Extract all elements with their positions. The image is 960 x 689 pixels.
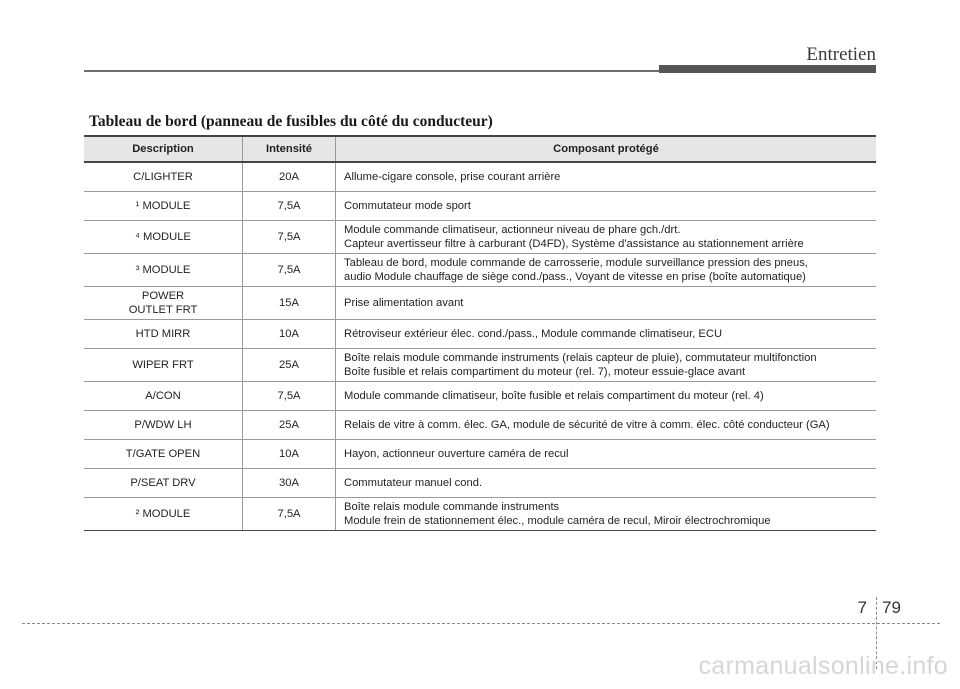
cell-description: HTD MIRR — [84, 319, 243, 348]
table-row — [84, 319, 876, 348]
chapter-number: 7 — [857, 598, 867, 617]
header-rule-accent — [659, 65, 876, 73]
cell-description: A/CON — [84, 381, 243, 410]
cell-component: Relais de vitre à comm. élec. GA, module de sécurité de vitre à comm. élec. côté conducteur (GA) — [336, 410, 877, 439]
table-row — [84, 410, 876, 439]
cell-description: WIPER FRT — [84, 348, 243, 381]
header-title: Entretien — [806, 44, 876, 65]
column-header-intensity: Intensité — [243, 136, 336, 162]
cell-intensity: 20A — [243, 162, 336, 191]
cell-component: Module commande climatiseur, actionneur niveau de phare gch./drt. Capteur avertisseur filtre à carburant (D4FD), Système d'assistance au stationnement arrière — [336, 220, 877, 253]
cell-component: Tableau de bord, module commande de carrosserie, module surveillance pression des pneus, audio Module chauffage de siège cond./pass., Voyant de vitesse en prise (boîte automatique) — [336, 253, 877, 286]
cell-component: Rétroviseur extérieur élec. cond./pass., Module commande climatiseur, ECU — [336, 319, 877, 348]
cell-component: Boîte relais module commande instruments (relais capteur de pluie), commutateur multifonction Boîte fusible et relais compartiment du moteur (rel. 7), moteur essuie-glace avant — [336, 348, 877, 381]
cell-intensity: 7,5A — [243, 497, 336, 530]
cell-intensity: 30A — [243, 468, 336, 497]
cell-description: ⁴ MODULE — [84, 220, 243, 253]
cell-component: Commutateur mode sport — [336, 191, 877, 220]
watermark: carmanualsonline.info — [698, 652, 948, 680]
table-row — [84, 381, 876, 410]
fuse-table-body — [84, 162, 876, 530]
cell-component: Prise alimentation avant — [336, 286, 877, 319]
table-header-row — [84, 136, 876, 162]
section-title: Tableau de bord (panneau de fusibles du côté du conducteur) — [89, 113, 493, 130]
cell-description: P/WDW LH — [84, 410, 243, 439]
table-row — [84, 468, 876, 497]
table-row — [84, 439, 876, 468]
table-row — [84, 497, 876, 530]
cell-component: Module commande climatiseur, boîte fusible et relais compartiment du moteur (rel. 4) — [336, 381, 877, 410]
cell-description: ² MODULE — [84, 497, 243, 530]
table-row — [84, 253, 876, 286]
cell-component: Allume-cigare console, prise courant arrière — [336, 162, 877, 191]
fuse-table — [84, 135, 876, 531]
cell-intensity: 25A — [243, 348, 336, 381]
header-rule — [84, 70, 659, 72]
cell-intensity: 25A — [243, 410, 336, 439]
cell-description: POWER OUTLET FRT — [84, 286, 243, 319]
cell-description: ³ MODULE — [84, 253, 243, 286]
cell-intensity: 7,5A — [243, 381, 336, 410]
table-row — [84, 286, 876, 319]
cell-intensity: 10A — [243, 319, 336, 348]
cell-intensity: 7,5A — [243, 191, 336, 220]
table-row — [84, 162, 876, 191]
page-number: 79 — [882, 598, 901, 617]
table-row — [84, 348, 876, 381]
cell-description: ¹ MODULE — [84, 191, 243, 220]
cell-component: Commutateur manuel cond. — [336, 468, 877, 497]
cell-description: P/SEAT DRV — [84, 468, 243, 497]
table-row — [84, 191, 876, 220]
cell-intensity: 7,5A — [243, 253, 336, 286]
cell-intensity: 15A — [243, 286, 336, 319]
footer-dashed-rule — [22, 623, 940, 624]
column-header-description: Description — [84, 136, 243, 162]
cell-component: Hayon, actionneur ouverture caméra de recul — [336, 439, 877, 468]
cell-description: T/GATE OPEN — [84, 439, 243, 468]
cell-component: Boîte relais module commande instruments Module frein de stationnement élec., module caméra de recul, Miroir électrochromique — [336, 497, 877, 530]
column-header-component: Composant protégé — [336, 136, 877, 162]
cell-description: C/LIGHTER — [84, 162, 243, 191]
table-row — [84, 220, 876, 253]
cell-intensity: 7,5A — [243, 220, 336, 253]
cell-intensity: 10A — [243, 439, 336, 468]
